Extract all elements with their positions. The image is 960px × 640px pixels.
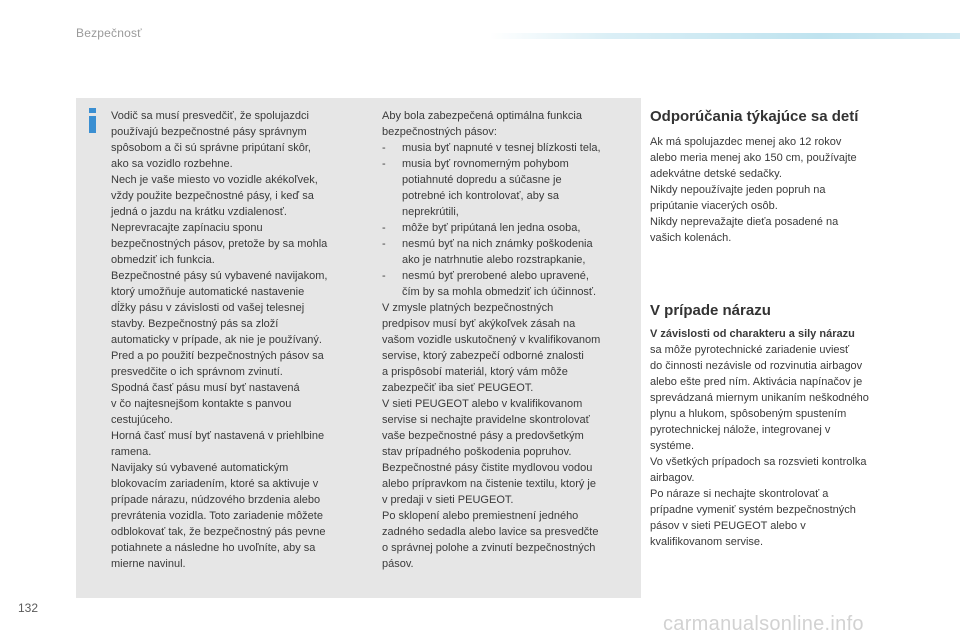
text-line: vždy použite bezpečnostné pásy, i keď sa xyxy=(111,190,314,202)
text-line: spôsobom a či sú správne pripútaní skôr, xyxy=(111,142,311,154)
list-dash: - xyxy=(382,270,386,282)
header-accent-bar xyxy=(490,33,960,39)
text-line: Nikdy nepoužívajte jeden popruh na xyxy=(650,184,826,196)
text-line: vašich kolenách. xyxy=(650,232,732,244)
page-number: 132 xyxy=(18,601,39,615)
text-line: V zmysle platných bezpečnostných xyxy=(382,302,554,314)
crash-section-heading: V prípade nárazu xyxy=(650,302,771,319)
text-line: stavby. Bezpečnostný pás sa zloží xyxy=(111,318,279,330)
list-item-line: nesmú byť na nich známky poškodenia xyxy=(402,238,593,250)
text-line: vaše bezpečnostné pásy a predovšetkým xyxy=(382,430,584,442)
list-dash: - xyxy=(382,222,386,234)
text-line: Pred a po použití bezpečnostných pásov sa xyxy=(111,350,324,362)
text-line: zadného sedadla alebo lavice sa presvedčte xyxy=(382,526,599,538)
text-line: Aby bola zabezpečená optimálna funkcia xyxy=(382,110,582,122)
text-line: cestujúceho. xyxy=(111,414,173,426)
list-item xyxy=(382,236,632,268)
text-line: sa môže pyrotechnické zariadenie uviesť xyxy=(650,344,850,356)
text-line: pásov v sieti PEUGEOT alebo v xyxy=(650,520,806,532)
text-line: V sieti PEUGEOT alebo v kvalifikovanom xyxy=(382,398,583,410)
info-column-1 xyxy=(111,108,361,572)
text-line: servise si nechajte pravidelne skontrolovať xyxy=(382,414,590,426)
list-dash: - xyxy=(382,238,386,250)
list-item-line: potiahnuté dopredu a súčasne je xyxy=(402,174,562,186)
text-line: stav prípadného poškodenia popruhov. xyxy=(382,446,572,458)
text-line: mierne navinul. xyxy=(111,558,186,570)
children-section-text xyxy=(650,134,900,246)
text-line: v predaji v sieti PEUGEOT. xyxy=(382,494,514,506)
text-line: ramena. xyxy=(111,446,152,458)
text-line: Neprevracajte zapínaciu sponu xyxy=(111,222,263,234)
text-line: ako sa vozidlo rozbehne. xyxy=(111,158,233,170)
text-line: odblokovať tak, že bezpečnostný pás pevne xyxy=(111,526,326,538)
text-line: Horná časť musí byť nastavená v priehlbine xyxy=(111,430,325,442)
list-dash: - xyxy=(382,158,386,170)
text-line: vašom vozidle uskutočnený v kvalifikovanom xyxy=(382,334,601,346)
text-line: používajú bezpečnostné pásy správnym xyxy=(111,126,307,138)
text-line: Po náraze si nechajte skontrolovať a xyxy=(650,488,829,500)
text-line: Po sklopení alebo premiestnení jedného xyxy=(382,510,579,522)
text-line: Vodič sa musí presvedčiť, že spolujazdci xyxy=(111,110,309,122)
text-line: pripútanie viacerých osôb. xyxy=(650,200,778,212)
text-line: kvalifikovanom servise. xyxy=(650,536,764,548)
list-item-line: čím by sa mohla obmedziť ich účinnosť. xyxy=(402,286,597,298)
text-line: a prispôsobí materiál, ktorý vám môže xyxy=(382,366,568,378)
text-line: plynu a hlukom, spôsobeným spustením xyxy=(650,408,847,420)
list-dash: - xyxy=(382,142,386,154)
list-item-line: nesmú byť prerobené alebo upravené, xyxy=(402,270,589,282)
text-line: bezpečnostných pásov: xyxy=(382,126,497,138)
watermark[interactable]: carmanualsonline.info xyxy=(663,613,864,635)
text-line: v čo najtesnejšom kontakte s panvou xyxy=(111,398,292,410)
list-item xyxy=(382,220,632,236)
text-line: sprevádzaná miernym unikaním neškodného xyxy=(650,392,869,404)
list-item-line: môže byť pripútaná len jedna osoba, xyxy=(402,222,581,234)
list-item xyxy=(382,156,632,220)
list-item-line: musia byť napnuté v tesnej blízkosti tela, xyxy=(402,142,601,154)
text-line: bezpečnostných pásov, pretože by sa mohla xyxy=(111,238,328,250)
text-line: Ak má spolujazdec menej ako 12 rokov xyxy=(650,136,842,148)
text-line: Bezpečnostné pásy sú vybavené navijakom, xyxy=(111,270,328,282)
text-line: pyrotechnickej nálože, integrovanej v xyxy=(650,424,831,436)
list-item xyxy=(382,140,632,156)
text-line: Bezpečnostné pásy čistite mydlovou vodou xyxy=(382,462,593,474)
text-line: dĺžky pásu v závislosti od vašej telesnej xyxy=(111,302,305,314)
text-line: o správnej polohe a zvinutí bezpečnostných xyxy=(382,542,596,554)
text-line: servise, ktorý zabezpečí odborné znalosti xyxy=(382,350,584,362)
list-item-line: ako je natrhnutie alebo rozstrapkanie, xyxy=(402,254,586,266)
crash-section-lead: V závislosti od charakteru a sily nárazu xyxy=(650,328,855,340)
info-column-2 xyxy=(382,108,632,572)
text-line: jedná o jazdu na krátku vzdialenosť. xyxy=(111,206,287,218)
text-line: pásov. xyxy=(382,558,414,570)
list-item-line: musia byť rovnomerným pohybom xyxy=(402,158,569,170)
text-line: blokovacím zariadením, ktoré sa aktivuje v xyxy=(111,478,319,490)
crash-section-text xyxy=(650,326,902,550)
text-line: airbagov. xyxy=(650,472,695,484)
list-item-line: neprekrútili, xyxy=(402,206,459,218)
text-line: obmedziť ich funkcia. xyxy=(111,254,215,266)
text-line: prípadne vymeniť systém bezpečnostných xyxy=(650,504,856,516)
text-line: alebo meria menej ako 150 cm, používajte xyxy=(650,152,857,164)
text-line: ktorý umožňuje automatické nastavenie xyxy=(111,286,305,298)
text-line: presvedčite o ich správnom zvinutí. xyxy=(111,366,283,378)
text-line: predpisov musí byť akýkoľvek zásah na xyxy=(382,318,576,330)
list-item-line: potrebné ich kontrolovať, aby sa xyxy=(402,190,559,202)
text-line: Navijaky sú vybavené automatickým xyxy=(111,462,289,474)
text-line: alebo prípravkom na čistenie textilu, ktorý je xyxy=(382,478,596,490)
text-line: Vo všetkých prípadoch sa rozsvieti kontrolka xyxy=(650,456,867,468)
text-line: Nikdy neprevažajte dieťa posadené na xyxy=(650,216,839,228)
text-line: adekvátne detské sedačky. xyxy=(650,168,782,180)
info-icon xyxy=(86,108,98,134)
text-line: Nech je vaše miesto vo vozidle akékoľvek, xyxy=(111,174,318,186)
text-line: alebo ešte pred ním. Aktivácia napínačov je xyxy=(650,376,863,388)
text-line: do činnosti nezávisle od rozvinutia airbagov xyxy=(650,360,863,372)
list-item xyxy=(382,268,632,300)
text-line: prevrátenia vozidla. Toto zariadenie môžete xyxy=(111,510,323,522)
children-section-heading: Odporúčania týkajúce sa detí xyxy=(650,108,859,125)
text-line: prípade nárazu, núdzového brzdenia alebo xyxy=(111,494,321,506)
text-line: automaticky v prípade, ak nie je používaný. xyxy=(111,334,322,346)
text-line: potiahnete a následne ho uvoľníte, aby sa xyxy=(111,542,316,554)
page-header-title: Bezpečnosť xyxy=(76,26,142,40)
text-line: zabezpečiť iba sieť PEUGEOT. xyxy=(382,382,534,394)
text-line: systéme. xyxy=(650,440,695,452)
text-line: Spodná časť pásu musí byť nastavená xyxy=(111,382,300,394)
